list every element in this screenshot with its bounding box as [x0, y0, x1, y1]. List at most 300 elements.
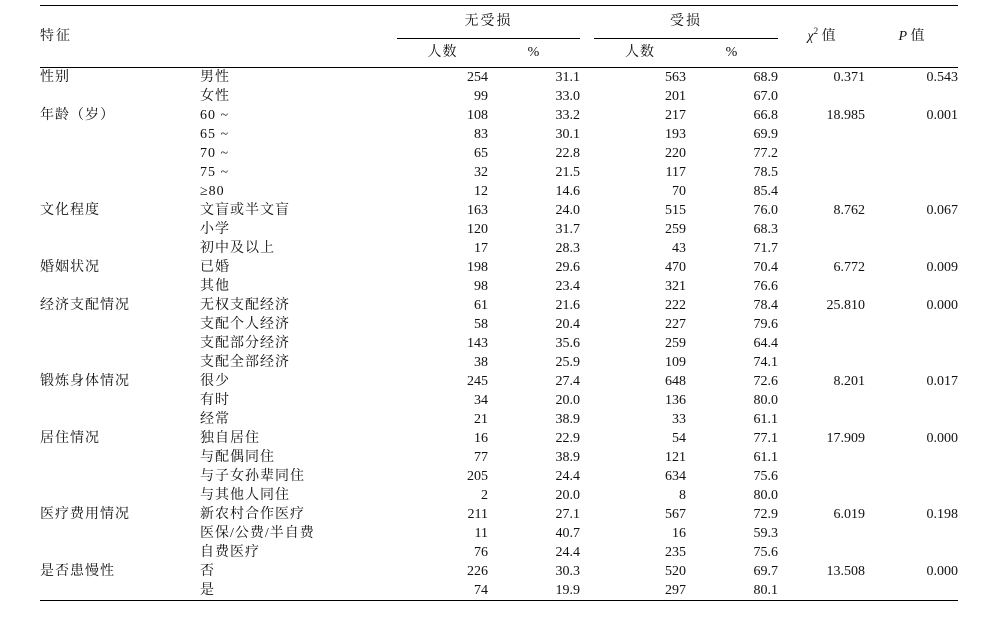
impaired-percent-cell: 59.3	[753, 526, 778, 541]
unimpaired-percent-cell: 21.5	[555, 165, 580, 180]
header-unimpaired-count: 人数	[397, 39, 488, 68]
unimpaired-percent-cell: 22.9	[555, 431, 580, 446]
impaired-percent-cell: 69.9	[753, 127, 778, 142]
column-gap	[580, 543, 594, 562]
impaired-percent-cell: 69.7	[753, 564, 778, 579]
p-value-empty-cell	[865, 448, 958, 467]
unimpaired-count-cell: 254	[467, 70, 488, 85]
impaired-percent-cell: 77.1	[753, 431, 778, 446]
p-value-empty-cell	[865, 87, 958, 106]
chi-square-cell: 17.909	[826, 431, 865, 446]
level-cell: 支配全部经济	[200, 355, 290, 370]
unimpaired-percent-cell: 24.4	[555, 469, 580, 484]
table-row	[40, 220, 958, 239]
table-row	[40, 201, 958, 220]
feature-empty-cell	[40, 467, 200, 486]
p-value-cell: 0.543	[926, 70, 958, 85]
unimpaired-count-cell: 120	[467, 222, 488, 237]
feature-name-cell: 婚姻状况	[40, 260, 100, 275]
unimpaired-percent-cell: 33.0	[555, 89, 580, 104]
unimpaired-count-cell: 32	[474, 165, 488, 180]
feature-empty-cell	[40, 448, 200, 467]
level-cell: 女性	[200, 89, 230, 104]
impaired-count-cell: 8	[679, 488, 686, 503]
impaired-count-cell: 136	[665, 393, 686, 408]
p-value-empty-cell	[865, 353, 958, 372]
unimpaired-count-cell: 17	[474, 241, 488, 256]
unimpaired-count-cell: 38	[474, 355, 488, 370]
chi-square-empty-cell	[778, 543, 865, 562]
chi-square-empty-cell	[778, 353, 865, 372]
impaired-percent-cell: 66.8	[753, 108, 778, 123]
chi-square-empty-cell	[778, 182, 865, 201]
chi-square-cell: 6.019	[833, 507, 865, 522]
unimpaired-count-cell: 61	[474, 298, 488, 313]
p-value-cell: 0.009	[926, 260, 958, 275]
unimpaired-percent-cell: 22.8	[555, 146, 580, 161]
unimpaired-count-cell: 11	[474, 526, 488, 541]
level-cell: 有时	[200, 393, 230, 408]
impaired-percent-cell: 85.4	[753, 184, 778, 199]
chi-square-empty-cell	[778, 524, 865, 543]
table-row	[40, 467, 958, 486]
p-value-empty-cell	[865, 239, 958, 258]
impaired-percent-cell: 75.6	[753, 545, 778, 560]
feature-name-cell: 经济支配情况	[40, 298, 130, 313]
characteristics-table	[40, 5, 958, 601]
p-value-empty-cell	[865, 334, 958, 353]
table-row	[40, 543, 958, 562]
column-gap	[580, 505, 594, 524]
unimpaired-count-cell: 98	[474, 279, 488, 294]
impaired-percent-cell: 64.4	[753, 336, 778, 351]
chi-square-cell: 8.762	[833, 203, 865, 218]
p-value-empty-cell	[865, 486, 958, 505]
table-row	[40, 144, 958, 163]
level-cell: 与配偶同住	[200, 450, 275, 465]
unimpaired-percent-cell: 38.9	[555, 412, 580, 427]
p-value-empty-cell	[865, 277, 958, 296]
unimpaired-percent-cell: 33.2	[555, 108, 580, 123]
p-value-empty-cell	[865, 315, 958, 334]
impaired-percent-cell: 61.1	[753, 412, 778, 427]
chi-suffix: 值	[821, 28, 836, 44]
level-cell: 支配部分经济	[200, 336, 290, 351]
impaired-count-cell: 217	[665, 108, 686, 123]
chi-square-empty-cell	[778, 239, 865, 258]
feature-empty-cell	[40, 87, 200, 106]
p-value-empty-cell	[865, 410, 958, 429]
header-gap	[580, 6, 594, 39]
column-gap	[580, 448, 594, 467]
unimpaired-percent-cell: 31.1	[555, 70, 580, 85]
p-value-empty-cell	[865, 524, 958, 543]
impaired-count-cell: 121	[665, 450, 686, 465]
impaired-count-cell: 634	[665, 469, 686, 484]
unimpaired-count-cell: 21	[474, 412, 488, 427]
table-row	[40, 334, 958, 353]
feature-empty-cell	[40, 353, 200, 372]
impaired-count-cell: 117	[665, 165, 686, 180]
table-row	[40, 277, 958, 296]
header-unimpaired-percent: %	[488, 39, 580, 68]
feature-empty-cell	[40, 410, 200, 429]
level-cell: 75 ~	[200, 165, 230, 180]
level-cell: 与其他人同住	[200, 488, 290, 503]
chi-square-cell: 8.201	[833, 374, 865, 389]
unimpaired-percent-cell: 19.9	[488, 581, 580, 601]
unimpaired-count-cell: 65	[474, 146, 488, 161]
feature-empty-cell	[40, 144, 200, 163]
p-suffix: 值	[910, 28, 925, 44]
level-cell: 医保/公费/半自费	[200, 526, 315, 541]
impaired-count-cell: 220	[665, 146, 686, 161]
unimpaired-count-cell: 16	[474, 431, 488, 446]
level-cell: 独自居住	[200, 431, 260, 446]
p-value-cell: 0.000	[926, 298, 958, 313]
table-row	[40, 562, 958, 581]
p-value-empty-cell	[865, 467, 958, 486]
p-value-cell: 0.198	[926, 507, 958, 522]
feature-name-cell: 医疗费用情况	[40, 507, 130, 522]
column-gap	[580, 296, 594, 315]
impaired-percent-cell: 72.6	[753, 374, 778, 389]
unimpaired-count-cell: 76	[474, 545, 488, 560]
impaired-percent-cell: 78.4	[753, 298, 778, 313]
impaired-percent-cell: 67.0	[753, 89, 778, 104]
level-cell: 男性	[200, 70, 230, 85]
impaired-count-cell: 33	[672, 412, 686, 427]
impaired-percent-cell: 68.3	[753, 222, 778, 237]
feature-name-cell: 是否患慢性	[40, 564, 115, 579]
level-cell: 文盲或半文盲	[200, 203, 290, 218]
unimpaired-percent-cell: 20.0	[555, 488, 580, 503]
column-gap	[580, 391, 594, 410]
table-row	[40, 448, 958, 467]
impaired-percent-cell: 79.6	[753, 317, 778, 332]
column-gap	[580, 201, 594, 220]
impaired-percent-cell: 72.9	[753, 507, 778, 522]
chi-square-cell: 6.772	[833, 260, 865, 275]
p-value-cell: 0.001	[926, 108, 958, 123]
column-gap	[580, 277, 594, 296]
chi-square-cell: 13.508	[826, 564, 865, 579]
level-cell: 65 ~	[200, 127, 230, 142]
level-cell: 否	[200, 564, 215, 579]
unimpaired-count-cell: 77	[474, 450, 488, 465]
header-impaired: 受损	[594, 6, 778, 39]
level-cell: 初中及以上	[200, 241, 275, 256]
unimpaired-count-cell: 74	[397, 581, 488, 601]
impaired-count-cell: 470	[665, 260, 686, 275]
p-symbol: P	[898, 28, 908, 44]
level-cell: 小学	[200, 222, 230, 237]
column-gap	[580, 562, 594, 581]
table-row	[40, 486, 958, 505]
unimpaired-count-cell: 2	[481, 488, 488, 503]
table-row	[40, 410, 958, 429]
table-row	[40, 429, 958, 448]
p-value-empty-cell	[865, 391, 958, 410]
feature-empty-cell	[40, 163, 200, 182]
impaired-count-cell: 109	[665, 355, 686, 370]
column-gap	[580, 163, 594, 182]
feature-empty-cell	[40, 277, 200, 296]
level-cell: 60 ~	[200, 108, 230, 123]
feature-empty-cell	[40, 486, 200, 505]
unimpaired-count-cell: 99	[474, 89, 488, 104]
p-value-empty-cell	[865, 581, 958, 601]
level-cell: 很少	[200, 374, 230, 389]
impaired-percent-cell: 80.0	[753, 393, 778, 408]
chi-square-empty-cell	[778, 220, 865, 239]
chi-square-empty-cell	[778, 87, 865, 106]
level-cell: 与子女孙辈同住	[200, 469, 305, 484]
column-gap	[580, 220, 594, 239]
impaired-percent-cell: 78.5	[753, 165, 778, 180]
feature-name-cell: 锻炼身体情况	[40, 374, 130, 389]
chi-square-empty-cell	[778, 315, 865, 334]
table-row	[40, 353, 958, 372]
p-value-empty-cell	[865, 182, 958, 201]
impaired-percent-cell: 77.2	[753, 146, 778, 161]
impaired-count-cell: 259	[665, 222, 686, 237]
column-gap	[580, 410, 594, 429]
header-feature: 特征	[40, 6, 397, 68]
unimpaired-percent-cell: 30.1	[555, 127, 580, 142]
column-gap	[580, 334, 594, 353]
impaired-count-cell: 515	[665, 203, 686, 218]
impaired-count-cell: 43	[672, 241, 686, 256]
unimpaired-count-cell: 226	[467, 564, 488, 579]
unimpaired-percent-cell: 30.3	[555, 564, 580, 579]
impaired-count-cell: 54	[672, 431, 686, 446]
column-gap	[580, 486, 594, 505]
table-row	[40, 163, 958, 182]
table-body	[40, 68, 958, 601]
column-gap	[580, 581, 594, 601]
p-value-empty-cell	[865, 543, 958, 562]
unimpaired-percent-cell: 14.6	[555, 184, 580, 199]
feature-empty-cell	[40, 315, 200, 334]
unimpaired-count-cell: 245	[467, 374, 488, 389]
impaired-percent-cell: 61.1	[753, 450, 778, 465]
column-gap	[580, 239, 594, 258]
table-row	[40, 68, 958, 88]
table-row	[40, 296, 958, 315]
impaired-count-cell: 259	[665, 336, 686, 351]
chi-square-empty-cell	[778, 410, 865, 429]
unimpaired-percent-cell: 31.7	[555, 222, 580, 237]
chi-square-empty-cell	[778, 391, 865, 410]
table-row	[40, 239, 958, 258]
column-gap	[580, 429, 594, 448]
chi-square-empty-cell	[778, 467, 865, 486]
column-gap	[580, 87, 594, 106]
unimpaired-count-cell: 205	[467, 469, 488, 484]
impaired-count-cell: 648	[665, 374, 686, 389]
impaired-count-cell: 16	[672, 526, 686, 541]
p-value-empty-cell	[865, 220, 958, 239]
unimpaired-percent-cell: 28.3	[555, 241, 580, 256]
impaired-count-cell: 201	[665, 89, 686, 104]
table-row	[40, 315, 958, 334]
impaired-count-cell: 222	[665, 298, 686, 313]
p-value-cell: 0.000	[926, 431, 958, 446]
impaired-percent-cell: 75.6	[753, 469, 778, 484]
column-gap	[580, 182, 594, 201]
p-value-empty-cell	[865, 144, 958, 163]
header-p-value	[865, 6, 958, 68]
unimpaired-percent-cell: 23.4	[555, 279, 580, 294]
impaired-count-cell: 227	[665, 317, 686, 332]
unimpaired-count-cell: 108	[467, 108, 488, 123]
chi-superscript: 2	[813, 25, 819, 36]
header-chi-square	[778, 6, 865, 68]
column-gap	[580, 68, 594, 88]
level-cell: 其他	[200, 279, 230, 294]
impaired-count-cell: 297	[594, 581, 686, 601]
feature-name-cell: 性别	[40, 70, 70, 85]
unimpaired-percent-cell: 29.6	[555, 260, 580, 275]
impaired-percent-cell: 70.4	[753, 260, 778, 275]
impaired-count-cell: 567	[665, 507, 686, 522]
feature-empty-cell	[40, 125, 200, 144]
column-gap	[580, 106, 594, 125]
table-row	[40, 391, 958, 410]
table-row	[40, 125, 958, 144]
table-row	[40, 258, 958, 277]
chi-square-cell: 0.371	[833, 70, 865, 85]
chi-square-empty-cell	[778, 125, 865, 144]
feature-name-cell: 年龄（岁）	[40, 108, 115, 123]
table-row	[40, 524, 958, 543]
unimpaired-percent-cell: 20.4	[555, 317, 580, 332]
table-row	[40, 106, 958, 125]
feature-empty-cell	[40, 239, 200, 258]
chi-square-cell: 25.810	[826, 298, 865, 313]
unimpaired-count-cell: 211	[467, 507, 488, 522]
unimpaired-percent-cell: 24.0	[555, 203, 580, 218]
column-gap	[580, 353, 594, 372]
impaired-percent-cell: 68.9	[753, 70, 778, 85]
unimpaired-count-cell: 34	[474, 393, 488, 408]
impaired-percent-cell: 80.1	[686, 581, 778, 601]
column-gap	[580, 258, 594, 277]
impaired-count-cell: 563	[665, 70, 686, 85]
impaired-count-cell: 520	[665, 564, 686, 579]
unimpaired-count-cell: 58	[474, 317, 488, 332]
p-value-cell: 0.067	[926, 203, 958, 218]
table-row	[40, 505, 958, 524]
unimpaired-percent-cell: 27.4	[555, 374, 580, 389]
feature-empty-cell	[40, 524, 200, 543]
chi-square-empty-cell	[778, 486, 865, 505]
p-value-empty-cell	[865, 163, 958, 182]
unimpaired-count-cell: 163	[467, 203, 488, 218]
chi-square-empty-cell	[778, 163, 865, 182]
chi-square-cell: 18.985	[826, 108, 865, 123]
column-gap	[580, 524, 594, 543]
impaired-count-cell: 235	[665, 545, 686, 560]
chi-symbol: χ	[807, 28, 814, 44]
feature-empty-cell	[40, 581, 200, 601]
column-gap	[580, 467, 594, 486]
feature-empty-cell	[40, 391, 200, 410]
impaired-percent-cell: 74.1	[753, 355, 778, 370]
header-row-groups	[40, 6, 958, 39]
impaired-count-cell: 321	[665, 279, 686, 294]
table-row	[40, 372, 958, 391]
feature-name-cell: 居住情况	[40, 431, 100, 446]
header-impaired-percent: %	[686, 39, 778, 68]
level-cell: 新农村合作医疗	[200, 507, 305, 522]
table-row	[40, 87, 958, 106]
feature-empty-cell	[40, 543, 200, 562]
level-cell: 是	[200, 581, 397, 601]
feature-empty-cell	[40, 220, 200, 239]
level-cell: 支配个人经济	[200, 317, 290, 332]
unimpaired-percent-cell: 21.6	[555, 298, 580, 313]
impaired-percent-cell: 80.0	[753, 488, 778, 503]
chi-square-empty-cell	[778, 277, 865, 296]
feature-empty-cell	[40, 334, 200, 353]
column-gap	[580, 372, 594, 391]
impaired-percent-cell: 71.7	[753, 241, 778, 256]
unimpaired-count-cell: 143	[467, 336, 488, 351]
impaired-count-cell: 70	[672, 184, 686, 199]
unimpaired-percent-cell: 25.9	[555, 355, 580, 370]
unimpaired-percent-cell: 38.9	[555, 450, 580, 465]
level-cell: 70 ~	[200, 146, 230, 161]
feature-empty-cell	[40, 182, 200, 201]
impaired-count-cell: 193	[665, 127, 686, 142]
p-value-cell: 0.017	[926, 374, 958, 389]
column-gap	[580, 144, 594, 163]
level-cell: 自费医疗	[200, 545, 260, 560]
unimpaired-percent-cell: 20.0	[555, 393, 580, 408]
header-gap	[580, 39, 594, 68]
unimpaired-count-cell: 198	[467, 260, 488, 275]
level-cell: 无权支配经济	[200, 298, 290, 313]
level-cell: ≥80	[200, 184, 225, 199]
chi-square-empty-cell	[778, 334, 865, 353]
chi-square-empty-cell	[778, 448, 865, 467]
table-header	[40, 6, 958, 68]
header-unimpaired: 无受损	[397, 6, 580, 39]
chi-square-empty-cell	[778, 581, 865, 601]
column-gap	[580, 315, 594, 334]
impaired-percent-cell: 76.0	[753, 203, 778, 218]
unimpaired-percent-cell: 40.7	[555, 526, 580, 541]
feature-name-cell: 文化程度	[40, 203, 100, 218]
level-cell: 经常	[200, 412, 230, 427]
p-value-empty-cell	[865, 125, 958, 144]
chi-square-empty-cell	[778, 144, 865, 163]
unimpaired-percent-cell: 27.1	[555, 507, 580, 522]
unimpaired-count-cell: 83	[474, 127, 488, 142]
unimpaired-count-cell: 12	[474, 184, 488, 199]
unimpaired-percent-cell: 35.6	[555, 336, 580, 351]
header-impaired-count: 人数	[594, 39, 686, 68]
table-row	[40, 581, 958, 601]
column-gap	[580, 125, 594, 144]
unimpaired-percent-cell: 24.4	[555, 545, 580, 560]
table-row	[40, 182, 958, 201]
level-cell: 已婚	[200, 260, 230, 275]
p-value-cell: 0.000	[926, 564, 958, 579]
impaired-percent-cell: 76.6	[753, 279, 778, 294]
